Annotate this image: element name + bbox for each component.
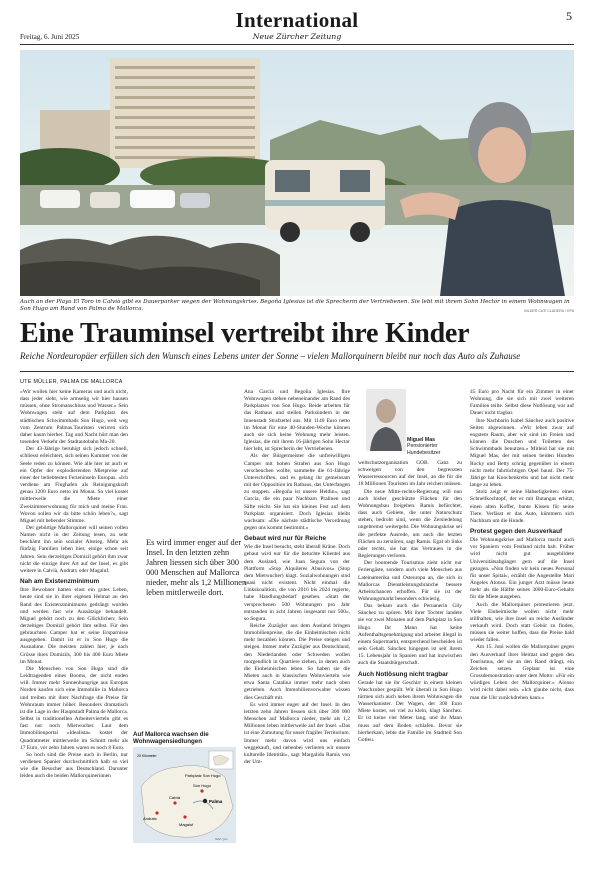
paragraph: So hoch sind die Preise auch in Berlin, nur verdienen Spanier durchschnittlich halb so viel wie die Besucher aus Deutschland. Darunter leiden auch die beiden Mallorquinerinnen	[20, 751, 128, 780]
paragraph: Wie die Insel besucht, steht überall Kräne. Doch gebaut wird nur für die betuchte Klientel aus dem Ausland, wie Juan Segura von der Plattform «Stop Alquileres Abusivos» (Stop dem Mietwucher) klagt. Sozialwohnungen sind quasi nicht existent. Nicht einmal die Linkskoalition, die von 2016 bis 2024 regierte, habe Handlungsbedarf gesehen. «Statt der versprochenen 500 Wohnungen pro Jahr entstanden in acht Jahren insgesamt nur 500», so Segura.	[244, 544, 350, 622]
header-rule	[20, 44, 574, 45]
marker-palma	[203, 799, 207, 803]
map-label-andratx: Andratx	[143, 816, 157, 821]
column-2	[244, 389, 350, 857]
column-4	[470, 389, 574, 857]
subheading: Gebaut wird nur für Reiche	[244, 535, 327, 543]
paragraph: Reiche Zuzügler aus dem Ausland bringen Immobilienpreise, die die Einheimischen nicht mehr bezahlen können. Die Preise steigen und steigen. Immer mehr Zuzügler aus Deutschland, den Niederlanden oder Schweden wollen morgendlich in Quartiere ziehen, in denen auch die Einheimischen leben. So haben sie die Mieten auch in klassischen Wohnvierteln wie etwa Santa Catalina immer mehr nach oben getrieben. Auch Immobilienverwalter wissen dies Geschäft mit.	[244, 623, 350, 701]
paragraph: Ana García und Begoña Iglesias. Ihre Wohnwagen stehen nebeneinander am Rand des Parkplatzes von Son Hugo. Beide arbeiten für das Rathaus und stellen Parksündern in der Innenstadt Strafzettel aus. Mit 1140 Euro netto im Monat für eine 40-Stunden-Woche können auch sie sich keine Wohnung mehr leisten. Iglesias, die mit ihrem 16-jährigen Sohn Hector hier lebt, ist Sprecherin der Vertriebenen.	[244, 389, 350, 453]
paragraph: 45 Euro pro Nacht für ein Zimmer in einer Wohnung, die sie sich mit zwei weiteren Familien teilte. Selbst diese Notlösung war auf Dauer nicht tragbar.	[470, 389, 574, 417]
headline: Eine Trauminsel vertreibt ihre Kinder	[20, 318, 470, 349]
map-scale: 20 Kilometer	[137, 754, 157, 758]
column-3	[358, 460, 462, 857]
map-label-son-hugo: Son Hugo	[193, 783, 211, 788]
issue-date: Freitag, 6. Juni 2025	[20, 33, 80, 41]
author-line: UTE MÜLLER, PALMA DE MALLORCA	[20, 379, 123, 385]
page-header	[20, 6, 574, 46]
paragraph: Es wird immer enger auf der Insel. In den letzten zehn Jahren liessen sich über 300 000 Menschen auf Mallorca nieder, mehr als 1,2 Millionen leben mittlerweile auf der Insel. «Das ist eine Zumutung für unser fragiles Territorium. Immer mehr davon wird uns einfach weggekauft, und nebenbei verlieren wir unsere kulturelle Identität», sagt Margalida Ramis von der Um-	[244, 701, 350, 765]
paragraph: Der gebürtige Mallorquiner will seinen vollen Namen nicht in der Zeitung lesen, zu sehr beschämt ihn sein sozialer Abstieg. Mehr als fünfzig Familien leben hier, einige schon seit Jahren. Sein derzeitiges Domizil gehört ihm zwar nicht die einzige ihrer Art auf der Insel, es gibt weitere in Calvià, Andratx oder Magaluf.	[20, 524, 128, 574]
map-label-palma: Palma	[209, 799, 223, 804]
subheading: Auch Notlösung nicht tragbar	[358, 670, 449, 678]
subhead: Reiche Nordeuropäer erfüllen sich den Wunsch eines Lebens unter der Sonne – vielen Mallorquinern bleibt nur noch das Auto als Zuhause	[20, 351, 521, 361]
locator-map	[133, 731, 236, 843]
column-1	[20, 389, 128, 857]
portrait-caption	[407, 437, 440, 456]
subheading: Protest gegen den Ausverkauf	[470, 527, 563, 535]
map-label-calvia: Calvià	[169, 795, 181, 800]
lead-photo	[20, 50, 574, 296]
photo-illustration	[20, 50, 574, 296]
pull-quote: Es wird immer enger auf der Insel. In den letzten zehn Jahren liessen sich über 300 000 Menschen auf Mallorca nieder, mehr als 1,2 Millionen leben mittlerweile dort.	[146, 538, 247, 597]
page-number: 5	[566, 9, 572, 23]
photo-caption: Auch an der Playa El Toro in Calvià gibt es Dauerparker wegen der Wohnungskrise. Begoña Iglesias ist die Sprecherin der Vertriebenen. Sie lebt mit ihrem Sohn Hector in einem Wohnwagen in Son Hugo am Rand von Palma de Mallorca.	[20, 299, 570, 312]
map-graphic	[133, 747, 236, 843]
paragraph: Der boomende Tourismus zieht nicht nur Feriengäste, sondern auch viele Menschen aus Lateinamerika und Osteuropa an, die sich in Mallorcas Dienstleistungsbranche bessere Arbeitschancen erhoffen. Für sie ist der Wohnungsmarkt besonders schwierig.	[358, 560, 462, 602]
subhead-rule	[20, 371, 574, 372]
paragraph: weltschutzorganisation GOB. Ganz zu schweigen von den begrenzten Wasserressourcen auf der Insel, an die für die 18 Millionen Touristen im Jahr reichen müssen.	[358, 460, 462, 488]
paragraph: Gerade hat sie ihr Geschirr in einem kleinen Waschzuber gespült. Wir überall in Son Hugo türmen sich auch neben ihrem Wohnwagen die Wasserkanister. Der Wagen, der 300 Euro Miete kostet, sei viel zu klein, klagt Sánchez. Er ist keine vier Meter lang, und ihr Mann muss auf dem Boden schlafen. Bevor sie hierherkam, lebte die Familie im Stadtteil Son Gotleu.	[358, 679, 462, 743]
photo-credit: BILDER CATI CLADERA / EPA	[524, 309, 574, 313]
marker-son-hugo	[200, 789, 203, 792]
map-credit: NZZ / jvm	[215, 837, 228, 841]
section-title: International	[235, 8, 359, 32]
marker-magaluf	[183, 815, 186, 818]
paragraph: Auch die Mallorquiner protestieren jetzt. Viele Einheimische wollen nicht mehr stillhalten, wie ihre Insel an reiche Ausländer verkauft wird. Doch statt Gehör zu finden, müssen sie weiter hoffen, dass die Preise bald wieder fallen.	[470, 601, 574, 644]
paragraph: Das bekam auch die Peruanerin Gily Sánchez zu spüren. Mit ihrer Tochter landete sie vor zwei Monaten auf dem Parkplatz in Son Hugo. Ihr Mann hat keine Aufenthaltsgenehmigung und arbeitet illegal in einem Supermarkt, entsprechend bescheiden ist sein Gehalt. Sánchez hingegen ist seit ihrem 15. Lebensjahr in Spanien und hat inzwischen auch die Staatsbürgerschaft.	[358, 603, 462, 667]
paragraph: Ihre Nachbarin Isabel Sánchez auch positive Seiten abgewinnen. «Wir leben zwar auf engstem Raum, aber wir sind im Freien und können die Duschen und Toiletten des Schwimmbads benutzen.» Mitleid hat sie mit Miguel Mas, der mit seinen beiden Hunden Rocky und Betty schräg gegenüber in einem nicht mehr fahrtüchtigen Opel haust. Der 75-Jährige hat Knochenkrebs und hat nicht mehr lange zu leben.	[470, 417, 574, 489]
portrait-name: Miguel Mas	[407, 437, 435, 443]
portrait-photo	[366, 389, 406, 451]
subheading: Nah am Existenzminimum	[20, 578, 100, 586]
portrait-illustration	[366, 389, 406, 451]
portrait-role: Pensionierter	[407, 443, 438, 450]
masthead: Neue Zürcher Zeitung	[252, 32, 342, 41]
map-label-magaluf: Magaluf	[179, 822, 194, 827]
paragraph: Stolz zeigt er seine Habseligkeiten: einen Schnellkochtopf, der er mit Butangas erhitzt, einen alten Koffer, bunte Kissen für seine Tiere. Verlässt er das Auto, kümmern sich Nachbarn um die Hunde.	[470, 489, 574, 524]
marker-andratx	[155, 811, 158, 814]
paragraph: Die Wohnungskrise auf Mallorca macht auch vor Spaniern vom Festland nicht halt. Früher wird nicht gut ausgebildete Universitätsabgänger gern auf die Insel gezogen. «Nun finden wir kein neues Personal für unser Spital», erzählt die Angestellte Mari Ángeles Alonso. Ein junger Arzt müsse heute mehr als die Hälfte seines 3000-Euro-Gehalts für die Miete ausgeben.	[470, 537, 574, 601]
map-title: Auf Mallorca wachsen die Wohnwagensiedlungen	[133, 731, 209, 745]
paragraph: Als der Bürgermeister die unfreiwilligen Camper mit hohen Strafen aus Son Hugo verscheuchen wollte, sammelte die 61-Jährige Unterschriften, und es gelang ihr gemeinsam mit der Opposition im Rathaus, das Unterfangen zu stoppen. «Begoña ist unsere Heldin», sagt García, die ein paar Nachbarn Pralinen und Säfte reicht. Sie hat ein kleines Fest auf dem Parkplatz organisiert. Doch Iglesias bleibt wachsam: «Die nächste städtische Verordnung gegen uns kommt bestimmt.»	[244, 453, 350, 531]
paragraph: Der 43-Jährige beruhigt sich jedoch schnell, schliesst erleichtert, sich seinen Kummer von der Seele reden zu können. Wie alle hier ist auch er ein Opfer der explodierenden Mietpreise auf einer der beliebtesten Ferieninseln Europas. «Ich verdiene am Flughafen als Reinigungskraft genau 1200 Euro netto im Monat. So viel kostet mittlerweile die Miete einer Zweizimmerwohnung für mich und meine Frau. Wovon sollen wir da bitte schön leben?», sagt Miguel mit bebender Stimme.	[20, 446, 128, 524]
paragraph: Am 15. Juni wollen die Mallorquiner gegen den Ausverkauf ihrer Heimat und gegen den Tourismus, der sie an den Rand drängt, ein Zeichen setzen. Geplant ist eine Grossdemonstration unter dem Motto: «Für ein würdiges Leben der Mallorquiner.» Alonso wird nicht dabei sein. «Ich glaube nicht, dass man die Uhr zurückdrehen kann.»	[470, 644, 574, 701]
map-label-parkplatz: Parkplatz Son Hugo	[185, 773, 221, 778]
paragraph: Die neue Mitte-rechts-Regierung will nun auch bisher geschützte Flächen für den Wohnungsbau freigeben. Ramis befürchtet, dass auch Gebiete, die unter Naturschutz stehen, bedroht sind, wenn die Zersiedelung ungebremst weitergeht. Die Wohnungskrise sei die perfekte Ausrede, um auch die letzten Flächen zu zerstören, sagt Ramis. Egal ob links oder rechts, sie hat das Vertrauen in die Regierungen verloren.	[358, 488, 462, 560]
portrait-role: Hundebesitzer	[407, 449, 441, 456]
paragraph: «Wir wollen hier keine Kameras und auch nicht, dass jeder sieht, wie armselig wir hier hausen müssen, ohne Stromanschluss und Wasser.» Sein Wohnwagen steht auf dem Parkplatz des städtischen Schwimmbads Son Hugo, weit weg vom Zentrum Palmas.Touristen verirren sich daher kaum hierher. Tag und Nacht hört man den tosenden Verkehr der Stadtautobahn Ma-20.	[20, 389, 128, 446]
paragraph: Ihre Bewohner hatten einst ein gutes Leben, heute sind sie in ihrer eigenen Heimat an den Rand des Existenzminimums gedrängt worden und werden fast wie Aussätzige behandelt. Miguel gehört noch zu den Glücklichen: Sein derzeitiges Domizil gehört ihm selbst. Für den gebrauchten Camper hat er seine Ersparnisse ausgegeben. Damit ist er in Son Hugo die Ausnahme. Die meisten zahlen hier, je nach Grösse ihres Domizils, 300 bis 400 Euro Miete im Monat.	[20, 587, 128, 665]
paragraph: Die Menschen von Son Hugo sind die Leidtragenden eines Booms, der nicht enden will. Immer mehr Sonnenhungrige aus Europas Norden kaufen sich eine Immobilie in Mallorca und treiben mit ihrer Nachfrage die Preise für Wohnraum immer höher. Besonders dramatisch ist die Lage in der Hauptstadt Palma de Mallorca. Selbst in traditionellen Arbeitervierteln gibt es fast nur noch Mietwucher. Laut dem Immobilienportal «Idealista» kostet der Quadratmeter mittlerweile im Schnitt mehr als 17 Euro, vor zehn Jahren waren es noch 8 Euro.	[20, 665, 128, 751]
marker-calvia	[173, 801, 176, 804]
